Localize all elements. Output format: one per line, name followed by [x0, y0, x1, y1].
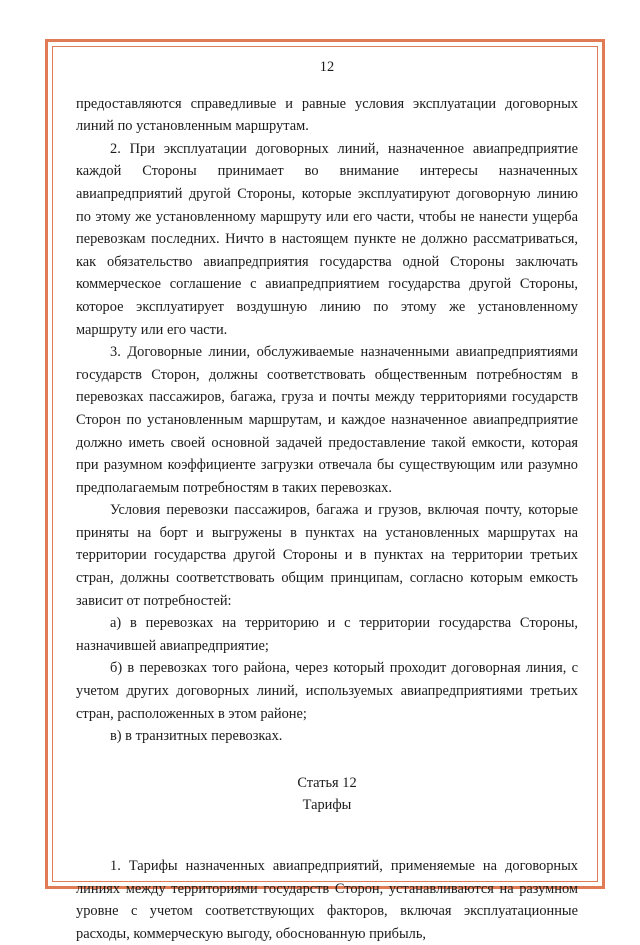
paragraph-transport-conditions: Условия перевозки пассажиров, багажа и грузов, включая почту, которые приняты на борт и выгружены в пунктах на установленных маршрутах на территории государства другой Стороны и в пунктах на территории третьих стран, должны соответствовать общим принципам, согласно которым емкость зависит от потребностей: [76, 502, 578, 609]
paragraph-item-b: б) в перевозках того района, через который проходит договорная линия, с учетом других договорных линий, используемых авиапредприятиями третьих стран, расположенных в этом районе; [76, 660, 578, 722]
paragraph-item-a: а) в перевозках на территорию и с территории государства Стороны, назначившей авиапредприятие; [76, 615, 578, 654]
paragraph-tariffs-1: 1. Тарифы назначенных авиапредприятий, применяемые на договорных линиях между территориями государств Сторон, устанавливаются на разумном уровне с учетом соответствующих факторов, включая эксплуатационные расходы, коммерческую выгоду, обоснованную прибыль, [76, 858, 578, 942]
paragraph-clause-3: 3. Договорные линии, обслуживаемые назначенными авиапредприятиями государств Сторон, должны соответствовать общественным потребностям в перевозках пассажиров, багажа, груза и почты между территориями государств Сторон по установленным маршрутам, и каждое назначенное авиапредприятие должно иметь своей основной задачей предоставление такой емкости, которая при разумном коэффициенте загрузки отвечала бы существующим или разумно предполагаемым потребностям в таких перевозках. [76, 344, 578, 496]
article-title: Тарифы [302, 797, 352, 814]
article-heading [76, 772, 578, 817]
paragraph-clause-2: 2. При эксплуатации договорных линий, назначенное авиапредприятие каждой Стороны принимает во внимание интересы назначенных авиапредприятий другой Стороны, которые эксплуатируют договорную линию по этому же установленному маршруту или его части, чтобы не нанести ущерба перевозкам последних. Ничто в настоящем пункте не должно рассматриваться, как обязательство авиапредприятия государства одной Стороны заключать коммерческое соглашение с авиапредприятием государства другой Стороны, которое эксплуатирует воздушную линию по этому же установленному маршруту или его части. [76, 140, 578, 338]
document-body [76, 56, 578, 945]
paragraph-continuation: предоставляются справедливые и равные условия эксплуатации договорных линий по установленным маршрутам. [76, 95, 578, 135]
paragraph-item-v: в) в транзитных перевозках. [110, 728, 283, 745]
article-number: Статья 12 [297, 774, 357, 791]
page-number: 12 [319, 59, 335, 75]
